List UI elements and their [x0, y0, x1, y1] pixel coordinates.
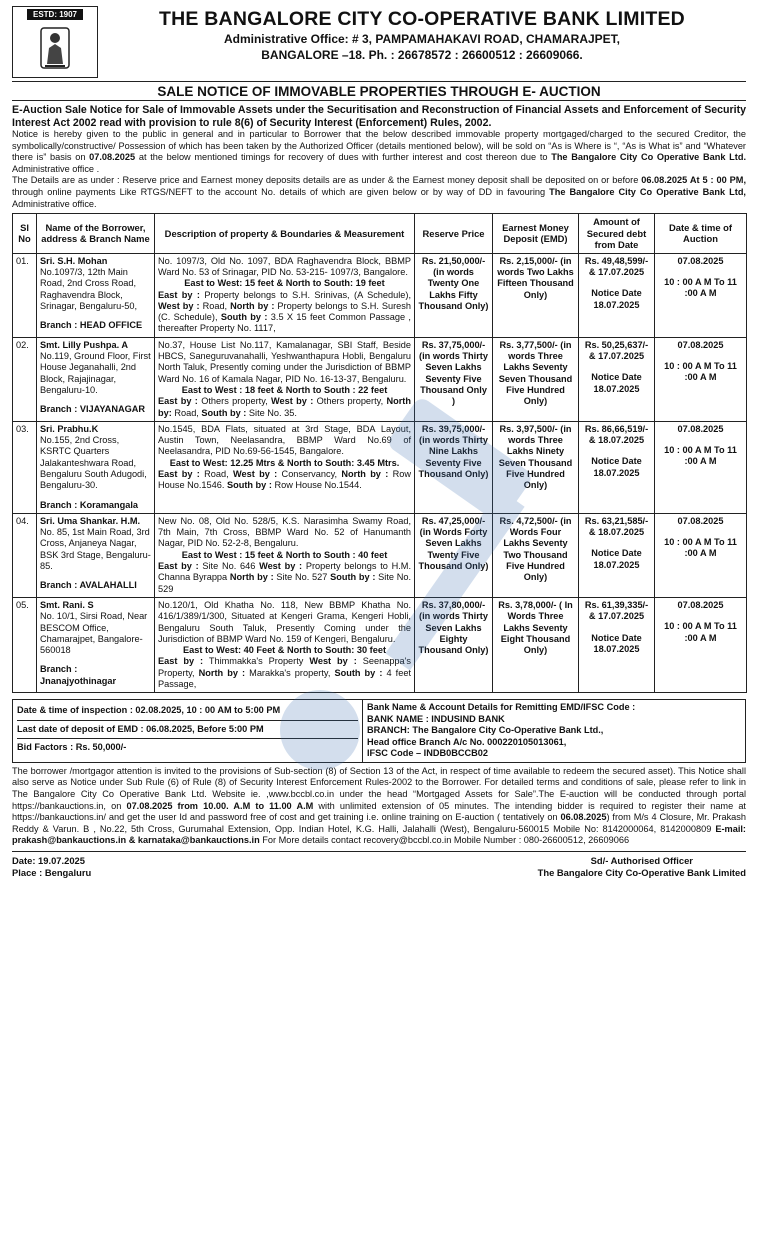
property-text: No.120/1, Old Khatha No. 118, New BBMP Khatha No. 416/1/389/1/300, Situated at Kengeri Grama, Kengeri Hobli, Bengaluru South Taluk, Presently Coming under the Jurisdiction of BBMP Ward No. 159 of Kengeri, Bengaluru. [158, 599, 411, 644]
notice-title: SALE NOTICE OF IMMOVABLE PROPERTIES THROUGH E- AUCTION [12, 81, 746, 101]
header-sl: Sl No [13, 214, 37, 254]
row-borrower [37, 597, 155, 692]
row-reserve-price: Rs. 47,25,000/- (in Words Forty Seven Lakhs Twenty Five Thousand Only) [415, 513, 493, 597]
borrower-name: Smt. Rani. S [40, 599, 94, 610]
bank-ifsc: IFSC Code – INDB0BCCB02 [367, 748, 488, 759]
borrower-name: Sri. Prabhu.K [40, 423, 99, 434]
auction-time: 10 : 00 A M To 11 :00 A M [664, 361, 737, 383]
row-emd: Rs. 2,15,000/- (in words Two Lakhs Fifteen Thousand Only) [493, 253, 579, 337]
bank-heading: Bank Name & Account Details for Remitting EMD/IFSC Code : [367, 702, 636, 713]
row-auction-date: 07.08.2025 10 : 00 A M To 11 :00 A M [655, 421, 747, 513]
property-text: No.1545, BDA Flats, situated at 3rd Stage, BDA Layout, Austin Town, Neelasandra, BBMP Ward No.69 of Neelasandra, PID No.69-56-1545, Bangalore. [158, 423, 411, 457]
borrower-branch: Branch : Koramangala [40, 499, 139, 510]
row-sl: 05. [13, 597, 37, 692]
eauction-title: E-Auction Sale Notice for Sale of Immovable Assets under the Securitisation and Reconstruction of Financial Assets and Enforcement of Security Interest Act 2002 read with provision to rule 8(6) of Security Interest (Enforcement) Rules, 2002. [12, 104, 746, 129]
row-borrower [37, 337, 155, 421]
row-reserve-price: Rs. 21,50,000/- (in words Twenty One Lakhs Fifty Thousand Only) [415, 253, 493, 337]
row-auction-date: 07.08.2025 10 : 00 A M To 11 :00 A M [655, 513, 747, 597]
borrower-name: Smt. Lilly Pushpa. A [40, 339, 128, 350]
bank-branch: BRANCH: The Bangalore City Co-Operative Bank Ltd., [367, 725, 604, 736]
row-reserve-price: Rs. 37,80,000/- (in words Thirty Seven Lakhs Eighty Thousand Only) [415, 597, 493, 692]
bank-logo [12, 6, 98, 78]
notice-date: Notice Date 18.07.2025 [591, 372, 642, 394]
row-borrower [37, 253, 155, 337]
notice-date: Notice Date 18.07.2025 [591, 548, 642, 570]
header-emd: Earnest Money Deposit (EMD) [493, 214, 579, 254]
properties-table [12, 213, 747, 693]
signature-date: Date: 19.07.2025 [12, 855, 85, 866]
table-header-row [13, 214, 747, 254]
table-row [13, 597, 747, 692]
intro-paragraph-1: Notice is hereby given to the public in general and in particular to Borrower that the below described immovable property mortgaged/charged to the secured Creditor, the symbolically/constructive/ Possession of which has been taken by the Authorized Officer (details mentioned below), will be sold on “As is Where is “, “As is What is” and “Whatever there is” basis on 07.08.2025 at the below mentioned timings for recovery of dues with further interest and cost thereon due to The Bangalore City Co Operative Bank Ltd. Administrative office . [12, 129, 747, 174]
row-secured-debt: Rs. 86,66,519/- & 18.07.2025 Notice Date 18.07.2025 [579, 421, 655, 513]
bank-name: THE BANGALORE CITY CO-OPERATIVE BANK LIMITED [159, 8, 685, 30]
boundaries: East by : Others property, West by : Others property, North by: Road, South by : Site No. 35. [158, 396, 411, 418]
row-emd: Rs. 3,78,000/- ( In Words Three Lakhs Seventy Eight Thousand Only) [493, 597, 579, 692]
borrower-address: No.155, 2nd Cross, KSRTC Quarters Jalakanteshwara Road, Bengaluru South Adugodi, Bengaluru-30. [40, 435, 147, 491]
table-row [13, 513, 747, 597]
row-sl: 04. [13, 513, 37, 597]
row-secured-debt: Rs. 63,21,585/- & 18.07.2025 Notice Date 18.07.2025 [579, 513, 655, 597]
intro-paragraph-2: The Details are as under : Reserve price and Earnest money deposits details are as under & the Earnest money deposit shall be deposited on or before 06.08.2025 At 5 : 00 PM, through online payments Like RTGS/NEFT to the account No. details of which are given below or by way of DD in favouring The Bangalore City Co Operative Bank Ltd, Administrative office. [12, 175, 746, 209]
row-description [155, 253, 415, 337]
row-description [155, 337, 415, 421]
row-secured-debt: Rs. 50,25,637/- & 17.07.2025 Notice Date 18.07.2025 [579, 337, 655, 421]
row-borrower [37, 421, 155, 513]
notice-date: Notice Date 18.07.2025 [591, 288, 642, 310]
row-sl: 03. [13, 421, 37, 513]
table-row [13, 421, 747, 513]
borrower-branch: Branch : Jnanajyothinagar [40, 664, 117, 686]
auction-time: 10 : 00 A M To 11 :00 A M [664, 621, 737, 643]
address-line-1: Administrative Office: # 3, PAMPAMAHAKAVI ROAD, CHAMARAJPET, [223, 32, 621, 46]
row-emd: Rs. 3,77,500/- (in words Three Lakhs Seventy Seven Thousand Five Hundred Only) [493, 337, 579, 421]
property-measurement: East to West: 12.25 Mtrs & North to South: 3.45 Mtrs. [169, 457, 400, 468]
row-reserve-price: Rs. 37,75,000/- (in words Thirty Seven Lakhs Seventy Five Thousand Only ) [415, 337, 493, 421]
borrower-address: No. 85, 1st Main Road, 3rd Cross, Anjaneya Nagar, BSK 3rd Stage, Bengaluru-85. [40, 527, 151, 572]
auction-time: 10 : 00 A M To 11 :00 A M [664, 445, 737, 467]
property-measurement: East to West : 15 feet & North to South : 40 feet [181, 549, 388, 560]
boundaries: East by : Property belongs to S.H. Srinivas, (A Schedule), West by : Road, North by : Property belongs to S.H. Suresh (C. Schedule), South by : 3.5 X 15 feet Common Passage , thereafter Property No. 1117, [158, 289, 412, 334]
property-measurement: East to West: 15 feet & North to South: 19 feet [184, 278, 385, 289]
auction-time: 10 : 00 A M To 11 :00 A M [664, 537, 737, 559]
row-emd: Rs. 3,97,500/- (in words Three Lakhs Ninety Seven Thousand Five Hundred Only) [493, 421, 579, 513]
bank-details [363, 700, 746, 763]
signature-block [12, 851, 746, 879]
row-description [155, 513, 415, 597]
table-row [13, 337, 747, 421]
borrower-name: Sri. Uma Shankar. H.M. [40, 515, 141, 526]
inspection-info [13, 700, 363, 763]
bid-factors: Bid Factors : Rs. 50,000/- [17, 742, 127, 753]
borrower-address: No. 10/1, Sirsi Road, Near BESCOM Office, Chamarajpet, Bangalore-560018 [40, 611, 148, 656]
boundaries: East by : Site No. 646 West by : Property belongs to H.M. Channa Byrappa North by : Site No. 527 South by : Site No. 529 [158, 561, 412, 594]
header [12, 6, 746, 78]
row-auction-date: 07.08.2025 10 : 00 A M To 11 :00 A M [655, 597, 747, 692]
property-measurement: East to West: 40 Feet & North to South: 30 feet [183, 645, 386, 656]
footer-paragraph: The borrower /mortgagor attention is invited to the provisions of Sub-section (8) of Section 13 of the Act, in respect of time available to redeem the secured asset). This Notice shall also serve as Notice under Sub Rule (6) of Rule (8) of Security Interest Enforcement Rules-2002 to the Borrower. For detailed terms and conditions of sale, please refer to link in The Bangalore City Co Operative Bank Ltd. Website ie. ,www.bccbl.co.in under the head “Mortgaged Assets for Sale”.The E-auction will be conducted through portal https://bankauctions.in, on 07.08.2025 from 10.00. A.M to 11.00 A.M with unlimited extension of 05 minutes. The intending bidder is required to register their name at https://bankauctions.in/ and get the user Id and password free of cost and get training i.e. online training on E-auction ( tentatively on 06.08.2025) from M/s 4 Closure, Mr. Prakash Reddy & Varun. B , No.22, 5th Cross, Gurumahal Extension, Opp. Indian Hotel, K.G. Halli, Jalahalli (West), Bengaluru-560015 Mobile No: 8142000064, 8142000809 E-mail: prakash@bankauctions.in & karnataka@bankauctions.in For More details contact recovery@bccbl.co.in Mobile Number : 080-26600512, 26609066 [12, 765, 746, 846]
row-sl: 02. [13, 337, 37, 421]
auction-time: 10 : 00 A M To 11 :00 A M [664, 276, 737, 299]
row-borrower [37, 513, 155, 597]
row-description [155, 597, 415, 692]
header-date: Date & time of Auction [655, 214, 747, 254]
property-measurement: East to West : 18 feet & North to South : 22 feet [181, 384, 388, 395]
row-sl: 01. [13, 253, 37, 337]
notice-date: Notice Date 18.07.2025 [591, 456, 642, 478]
borrower-branch: Branch : HEAD OFFICE [40, 320, 143, 331]
boundaries: East by : Thimmakka's Property West by : Seenappa's Property, North by : Marakka's property, South by : 4 feet Passage, [158, 656, 411, 690]
inspection-date: Date & time of inspection : 02.08.2025, 10 : 00 AM to 5:00 PM [17, 702, 358, 721]
property-text: No. 1097/3, Old No. 1097, BDA Raghavendra Block, BBMP Ward No. 53 of Srinagar, PID No. 53-215- 1097/3, Bangalore. [158, 255, 411, 277]
table-row [13, 253, 747, 337]
signature-officer: Sd/- Authorised Officer [590, 855, 693, 866]
address-line-2: BANGALORE –18. Ph. : 26678572 : 26600512 : 26609066. [261, 48, 583, 62]
borrower-name: Sri. S.H. Mohan [40, 255, 108, 266]
row-secured-debt: Rs. 61,39,335/- & 17.07.2025 Notice Date 18.07.2025 [579, 597, 655, 692]
info-table [12, 699, 746, 763]
borrower-address: No.1097/3, 12th Main Road, 2nd Cross Road, Raghavendra Block, Srinagar, Bengaluru-50, [40, 266, 138, 311]
row-reserve-price: Rs. 39,75,000/- (in words Thirty Nine Lakhs Seventy Five Thousand Only) [415, 421, 493, 513]
last-deposit-date: Last date of deposit of EMD : 06.08.2025, Before 5:00 PM [17, 721, 358, 740]
estd-label: ESTD: 1907 [27, 9, 83, 20]
borrower-branch: Branch : VIJAYANAGAR [40, 404, 146, 415]
row-auction-date: 07.08.2025 10 : 00 A M To 11 :00 A M [655, 253, 747, 337]
bank-account: Head office Branch A/c No. 000220105013061, [367, 736, 567, 747]
borrower-branch: Branch : AVALAHALLI [40, 580, 137, 591]
notice-date: Notice Date 18.07.2025 [591, 632, 642, 654]
row-auction-date: 07.08.2025 10 : 00 A M To 11 :00 A M [655, 337, 747, 421]
boundaries: East by : Road, West by : Conservancy, North by : Row House No.1546. South by : Row House No.1544. [158, 469, 411, 491]
header-reserve: Reserve Price [415, 214, 493, 254]
header-desc: Description of property & Boundaries & Measurement [155, 214, 415, 254]
signature-bank: The Bangalore City Co-Operative Bank Limited [537, 867, 746, 878]
property-text: New No. 08, Old No. 528/5, K.S. Narasimha Swamy Road, 7th Main, 7th Cross, BBMP Ward No. 52 of Hanumanth Nagar, PID No. 52-2-8, Bengaluru. [158, 515, 411, 549]
row-secured-debt: Rs. 49,48,599/- & 17.07.2025 Notice Date 18.07.2025 [579, 253, 655, 337]
bank-name-detail: BANK NAME : INDUSIND BANK [367, 713, 505, 724]
signature-place: Place : Bengaluru [12, 867, 92, 878]
row-emd: Rs. 4,72,500/- (in Words Four Lakhs Seventy Two Thousand Five Hundred Only) [493, 513, 579, 597]
header-name: Name of the Borrower, address & Branch Name [37, 214, 155, 254]
header-debt: Amount of Secured debt from Date [579, 214, 655, 254]
property-text: No.37, House List No.117, Kamalanagar, SBI Staff, Beside HBCS, Saneguruvanahalli, Yeshwanthapura Hobli, Bengaluru North Taluk, Presently coming under the Jurisdiction of BBMP Ward No. 16 of Kamala Nagar, PID No. 16-13-37, Bengaluru. [158, 339, 411, 384]
borrower-address: No.119, Ground Floor, First House Jeganahalli, 2nd Block, Rajajinagar, Bengaluru-10. [40, 351, 151, 395]
row-description [155, 421, 415, 513]
bank-emblem-icon [38, 26, 72, 70]
